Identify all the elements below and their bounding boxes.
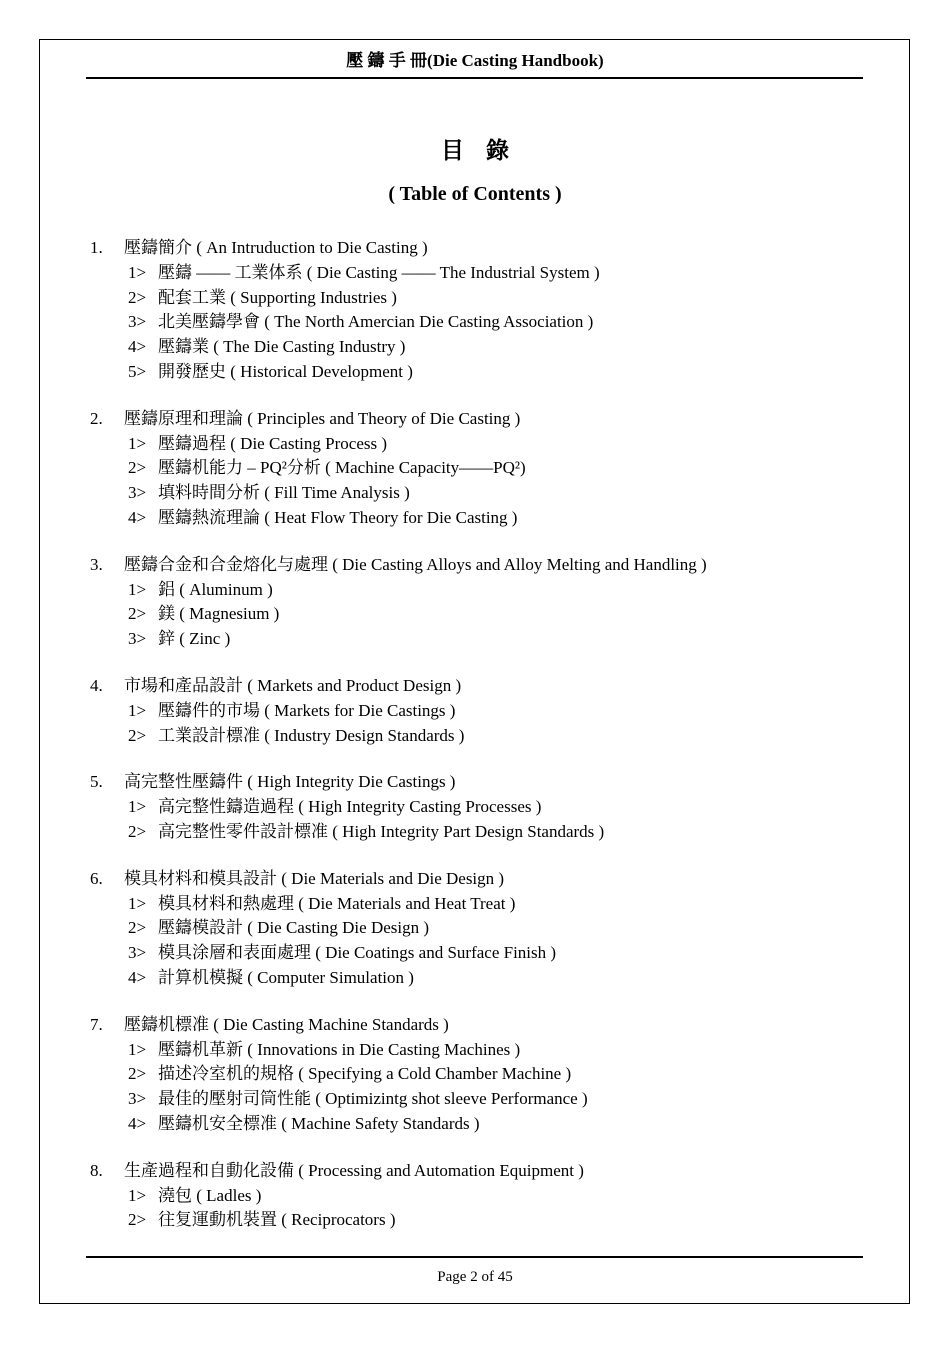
toc-subsection: [90, 432, 890, 457]
toc-subsection: [90, 627, 890, 652]
toc-subsection: [90, 602, 890, 627]
toc-section: [90, 407, 890, 531]
toc-subsection-number: 2>: [128, 458, 147, 478]
toc-section-title: 高完整性壓鑄件 ( High Integrity Die Castings ): [124, 772, 456, 792]
toc-section-title: 壓鑄合金和合金熔化与處理 ( Die Casting Alloys and Alloy Melting and Handling ): [124, 554, 707, 574]
toc-section-number: 3.: [90, 554, 103, 574]
toc-subsection-title: 北美壓鑄學會 ( The North Amercian Die Casting Association ): [158, 312, 594, 332]
toc-section-number: 1.: [90, 238, 103, 257]
toc-subsection: [90, 1112, 890, 1137]
footer-divider: [86, 1256, 863, 1258]
toc-subsection-number: 3>: [128, 483, 147, 503]
toc-subsection: [90, 286, 890, 311]
toc-subsection: [90, 795, 890, 820]
toc-subsection-number: 3>: [128, 629, 147, 649]
toc-subsection-number: 4>: [128, 967, 147, 987]
toc-section-title: 模具材料和模具設計 ( Die Materials and Die Design ): [124, 868, 505, 888]
toc-subsection-title: 壓鑄机能力 – PQ²分析 ( Machine Capacity——PQ²): [158, 458, 526, 478]
toc-subsection-number: 4>: [128, 507, 147, 527]
toc-subsection-title: 配套工業 ( Supporting Industries ): [158, 287, 397, 307]
toc-section-title: 生產過程和自動化設備 ( Processing and Automation Equipment ): [124, 1160, 584, 1180]
toc-subsection-title: 壓鑄件的市場 ( Markets for Die Castings ): [158, 700, 456, 720]
toc-subsection-number: 1>: [128, 433, 147, 453]
toc-subsection-number: 4>: [128, 337, 147, 357]
toc-subsection: [90, 578, 890, 603]
toc-subtitle: ( Table of Contents ): [388, 183, 562, 205]
toc-subsection: [90, 481, 890, 506]
toc-subsection-title: 壓鑄業 ( The Die Casting Industry ): [158, 337, 406, 357]
toc-section-heading: [90, 1013, 890, 1038]
toc-subsection-number: 2>: [128, 604, 147, 624]
toc-section-heading: [90, 770, 890, 795]
toc-subsection: [90, 1208, 890, 1233]
toc-subsection-number: 2>: [128, 725, 147, 745]
toc-subsection-title: 高完整性鑄造過程 ( High Integrity Casting Processes ): [158, 797, 542, 817]
toc-section-number: 6.: [90, 868, 103, 888]
toc-section-number: 5.: [90, 772, 103, 792]
header-divider: [86, 77, 863, 79]
toc-subsection-title: 鋅 ( Zinc ): [158, 629, 231, 649]
toc-section-title: 壓鑄机標准 ( Die Casting Machine Standards ): [124, 1014, 449, 1034]
toc-subsection-number: 1>: [128, 700, 147, 720]
toc-subsection: [90, 456, 890, 481]
toc-subsection: [90, 360, 890, 385]
toc-section: [90, 770, 890, 844]
toc-subsection: [90, 1087, 890, 1112]
toc-subsection-number: 2>: [128, 821, 147, 841]
toc-subsection: [90, 699, 890, 724]
toc-subsection: [90, 724, 890, 749]
toc-subsection-title: 鋁 ( Aluminum ): [158, 579, 273, 599]
toc-subsection-title: 最佳的壓射司筒性能 ( Optimizintg shot sleeve Performance ): [158, 1089, 588, 1109]
toc-section-heading: [90, 236, 890, 261]
toc-subsection: [90, 966, 890, 991]
toc-subsection-number: 3>: [128, 943, 147, 963]
toc-section-number: 7.: [90, 1014, 103, 1034]
toc-title: 目錄: [441, 138, 531, 163]
toc-section-title: 壓鑄簡介 ( An Intruduction to Die Casting ): [124, 238, 428, 257]
page-number: Page 2 of 45: [437, 1269, 513, 1285]
toc-subsection-title: 澆包 ( Ladles ): [158, 1185, 262, 1205]
toc-section-title: 壓鑄原理和理論 ( Principles and Theory of Die Casting ): [124, 408, 521, 428]
toc-section: [90, 1159, 890, 1233]
toc-subsection-title: 往复運動机裝置 ( Reciprocators ): [158, 1210, 396, 1230]
toc-subsection: [90, 1184, 890, 1209]
toc-section-heading: [90, 553, 890, 578]
toc-subsection: [90, 1062, 890, 1087]
toc-subsection-number: 2>: [128, 1064, 147, 1084]
toc-subsection: [90, 1038, 890, 1063]
toc-section: [90, 236, 890, 385]
toc-subsection-number: 1>: [128, 262, 147, 282]
toc-subsection-title: 填料時間分析 ( Fill Time Analysis ): [158, 483, 410, 503]
toc-subsection-title: 計算机模擬 ( Computer Simulation ): [158, 967, 414, 987]
toc-subsection-title: 壓鑄模設計 ( Die Casting Die Design ): [158, 918, 430, 938]
toc-subsection: [90, 916, 890, 941]
toc-subsection-title: 工業設計標准 ( Industry Design Standards ): [158, 725, 465, 745]
toc-subsection-title: 開發歷史 ( Historical Development ): [158, 361, 413, 381]
toc-subsection-number: 4>: [128, 1113, 147, 1133]
toc-section-heading: [90, 674, 890, 699]
toc-subsection-number: 1>: [128, 579, 147, 599]
toc-subsection-title: 高完整性零件設計標准 ( High Integrity Part Design Standards ): [158, 821, 605, 841]
toc-subsection-number: 1>: [128, 1185, 147, 1205]
toc-subsection-number: 2>: [128, 1210, 147, 1230]
toc-subsection-title: 壓鑄過程 ( Die Casting Process ): [158, 433, 388, 453]
document-header-title: 壓 鑄 手 冊(Die Casting Handbook): [346, 51, 604, 70]
toc-subsection-title: 壓鑄熱流理論 ( Heat Flow Theory for Die Casting ): [158, 507, 518, 527]
toc-subsection-number: 2>: [128, 918, 147, 938]
toc-subsection-number: 1>: [128, 893, 147, 913]
toc-subsection-number: 1>: [128, 1039, 147, 1059]
toc-section: [90, 1013, 890, 1137]
toc-section-title: 市場和產品設計 ( Markets and Product Design ): [124, 675, 462, 695]
toc-subsection-title: 鎂 ( Magnesium ): [158, 604, 280, 624]
toc-section-number: 4.: [90, 675, 103, 695]
toc-subsection: [90, 941, 890, 966]
toc-subsection-title: 模具涂層和表面處理 ( Die Coatings and Surface Finish ): [158, 943, 557, 963]
toc-subsection: [90, 820, 890, 845]
toc-subsection: [90, 335, 890, 360]
toc-subsection: [90, 892, 890, 917]
toc-subsection: [90, 310, 890, 335]
toc-section-heading: [90, 867, 890, 892]
table-of-contents: [90, 236, 890, 1255]
toc-section-number: 2.: [90, 408, 103, 428]
toc-section-heading: [90, 1159, 890, 1184]
toc-section-heading: [90, 407, 890, 432]
toc-subsection-number: 2>: [128, 287, 147, 307]
toc-subsection-title: 壓鑄机安全標准 ( Machine Safety Standards ): [158, 1113, 480, 1133]
toc-subsection-number: 3>: [128, 312, 147, 332]
toc-section-number: 8.: [90, 1160, 103, 1180]
toc-subsection-title: 壓鑄机革新 ( Innovations in Die Casting Machines ): [158, 1039, 521, 1059]
toc-section: [90, 553, 890, 652]
toc-subsection-title: 壓鑄 —— 工業体系 ( Die Casting —— The Industrial System ): [158, 262, 600, 282]
toc-subsection: [90, 261, 890, 286]
toc-subsection: [90, 506, 890, 531]
toc-subsection-number: 5>: [128, 361, 147, 381]
toc-section: [90, 867, 890, 991]
toc-subsection-title: 模具材料和熱處理 ( Die Materials and Heat Treat ): [158, 893, 516, 913]
toc-subsection-number: 3>: [128, 1089, 147, 1109]
toc-section: [90, 674, 890, 748]
toc-subsection-number: 1>: [128, 797, 147, 817]
toc-subsection-title: 描述冷室机的規格 ( Specifying a Cold Chamber Machine ): [158, 1064, 572, 1084]
